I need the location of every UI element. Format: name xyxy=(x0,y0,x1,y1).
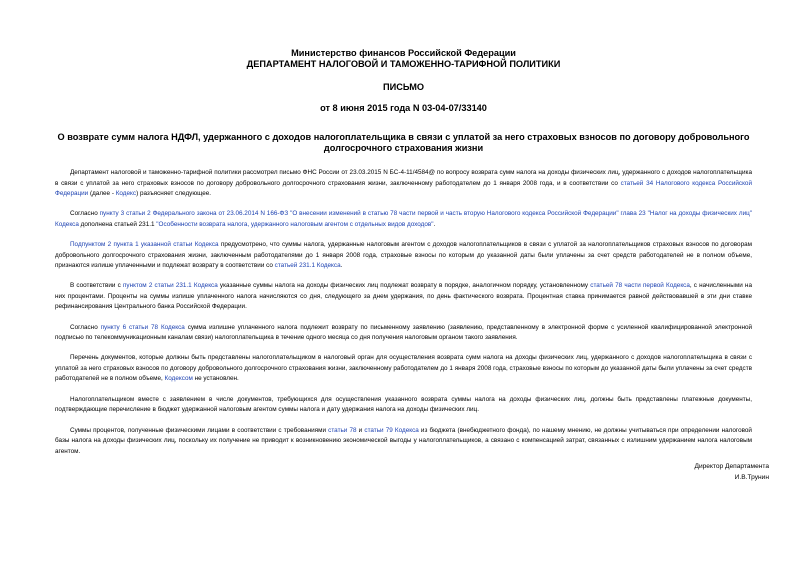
paragraph-text: Согласно xyxy=(70,323,101,331)
paragraph-text: дополнена статьей 231.1 xyxy=(78,220,157,228)
link-code[interactable]: Кодекса xyxy=(55,220,79,228)
document-type: ПИСЬМО xyxy=(382,82,425,92)
link-article-34-tax-code[interactable]: статьей 34 Налогового кодекса Российской Федерации xyxy=(55,179,752,197)
paragraph-5 xyxy=(55,323,752,344)
ministry-name: Министерство финансов Российской Федерации xyxy=(291,48,516,58)
link-code[interactable]: Кодекс xyxy=(115,190,137,197)
link-federal-law-166[interactable]: пункту 3 статьи 2 Федерального закона от 23.06.2014 N 166-ФЗ "О внесении изменений в статью 78 части первой и часть вторую Налогового кодекса Российской Федерации" xyxy=(99,210,619,218)
paragraph-text: из бюджета (внебюджетного фонда), по нашему мнению, не должны учитываться при определении налоговой базы налога на доходы физических лиц, поскольку их получение не приводит к возникновению экономической выгоды у налогоплательщиков, а связано с компенсацией затрат, связанных с излишним удержанием налога налоговым агентом. xyxy=(55,426,752,455)
paragraph-text: ) разъясняет следующее. xyxy=(136,190,212,197)
paragraph-7 xyxy=(55,395,752,416)
paragraph-6 xyxy=(55,353,752,385)
paragraph-text: указанные суммы налога на доходы физических лиц подлежат возврату в порядке, аналогичном порядку, установленному xyxy=(217,282,591,290)
link-point-2-article-231-1[interactable]: пунктом 2 статьи 231.1 Кодекса xyxy=(122,282,218,290)
link-subparagraph-2[interactable]: Подпунктом 2 пункта 1 указанной статьи Кодекса xyxy=(70,241,219,249)
paragraph-3 xyxy=(55,240,752,272)
paragraph-8 xyxy=(55,426,752,458)
paragraph-4 xyxy=(55,281,752,313)
paragraph-text: . xyxy=(340,262,343,270)
link-article-78[interactable]: статьи 78 xyxy=(328,426,357,434)
paragraph-text: и xyxy=(356,426,365,434)
link-chapter-23[interactable]: глава 23 "Налог на доходы физических лиц" xyxy=(620,210,753,218)
paragraph-1 xyxy=(55,168,752,200)
link-point-6-article-78[interactable]: пункту 6 статьи 78 Кодекса xyxy=(100,323,185,331)
department-name: ДЕПАРТАМЕНТ НАЛОГОВОЙ И ТАМОЖЕННО-ТАРИФНОЙ ПОЛИТИКИ xyxy=(246,59,561,69)
signature-position: Директор Департамента xyxy=(694,463,769,470)
document-subject: О возврате сумм налога НДФЛ, удержанного с доходов налогоплательщика в связи с уплатой за него страховых взносов по договору добровольного долгосрочного страхования жизни xyxy=(57,132,750,153)
link-article-231-1[interactable]: статьей 231.1 Кодекса xyxy=(274,262,341,270)
document-date-number: от 8 июня 2015 года N 03-04-07/33140 xyxy=(320,103,487,113)
paragraph-text: предусмотрено, что суммы налога, удержанные налоговым агентом с доходов налогоплательщиков в связи с уплатой за налогоплательщиков страховых взносов по договорам добровольного долгосрочного страхования жизни, заключенным работодателями до 1 января 2008 года, страховые взносы по которым до указанной даты были уплачены за счет средств работодателей не в полном объеме, признаются излише уплаченными и подлежат возврату в соответствии со xyxy=(55,241,752,270)
link-article-231-1-title[interactable]: "Особенности возврата налога, удержанного налоговым агентом с отдельных видов доходов" xyxy=(156,220,434,228)
paragraph-text: В соответствии с xyxy=(70,282,123,290)
paragraph-text: Департамент налоговой и таможенно-тарифной политики рассмотрел письмо ФНС России от 23.03.2015 N БС-4-11/4584@ по вопросу возврата сумм налога на доходы физических лиц, удержанного с доходов налогоплательщика в связи с уплатой за него страховых взносов по договору добровольного долгосрочного страхования жизни, заключенному работодателем до 1 января 2008 года, и в соответствии со xyxy=(55,169,752,187)
letter-body xyxy=(55,168,752,467)
link-article-78[interactable]: статьей 78 части первой Кодекса xyxy=(590,282,690,290)
link-article-79[interactable]: статьи 79 Кодекса xyxy=(364,426,419,434)
paragraph-text: Суммы процентов, полученные физическими лицами в соответствии с требованиями xyxy=(70,426,329,434)
paragraph-text: Согласно xyxy=(70,210,100,218)
paragraph-text: (далее - xyxy=(88,190,116,197)
paragraph-text: Перечень документов, которые должны быть представлены налогоплательщиком в налоговый орган для осуществления возврата сумм налога на доходы физических лиц, удержанного с доходов налогоплательщика в связи с уплатой за него страховых взносов по договору добровольного долгосрочного страхования жизни, заключенному работодателем до 1 января 2008 года, страховые взносы по которым до указанной даты были уплачены за счет средств работодателей не в полном объеме, xyxy=(55,354,752,383)
paragraph-text: . xyxy=(433,220,436,228)
paragraph-text: , с начисленными на них процентами. Проценты на суммы излише уплаченного налога начисляются со дня, следующего за днем удержания, по день фактического возврата. Процентная ставка принимается равной действовавшей в эти дни ставке рефинансирования Центрального банка Российской Федерации. xyxy=(55,282,752,311)
paragraph-text: Налогоплательщиком вместе с заявлением в числе документов, требующихся для осуществления указанного возврата суммы налога на доходы физических лиц, должны быть представлены платежные документы, подтверждающие перечисление в бюджет удержанной налоговым агентом суммы налога и дату удержания налога на доходы физических лиц. xyxy=(55,395,752,414)
signature-name: И.В.Трунин xyxy=(734,474,769,481)
paragraph-2 xyxy=(55,209,752,230)
link-code[interactable]: Кодексом xyxy=(164,375,193,383)
paragraph-text: сумма излишне уплаченного налога подлежит возврату по письменному заявлению (заявлению, представленному в электронной форме с усиленной квалифицированной электронной подписью по телекоммуникационным каналам связи) налогоплательщика в течение одного месяца со дня получения налоговым органом такого заявления. xyxy=(55,323,753,342)
paragraph-text: не установлен. xyxy=(192,375,239,383)
